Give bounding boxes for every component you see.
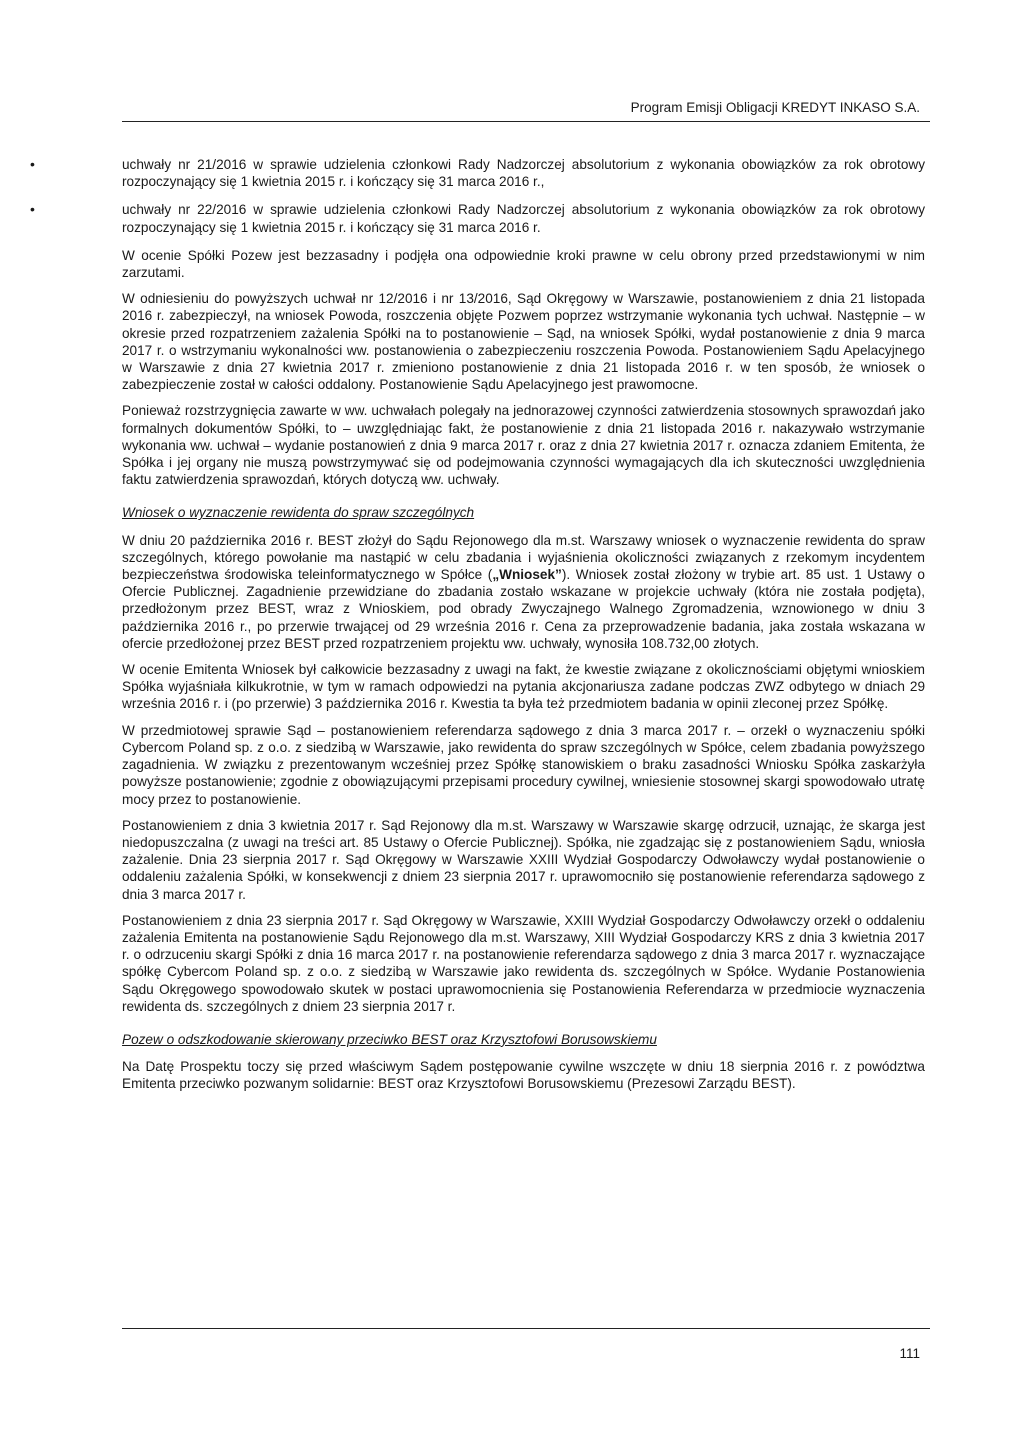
page-body (122, 156, 925, 1102)
paragraph: W ocenie Spółki Pozew jest bezzasadny i podjęła ona odpowiednie kroki prawne w celu obrony przed przedstawionymi w nim zarzutami. (122, 247, 925, 281)
paragraph-text: ). Wniosek został złożony w trybie art. 85 ust. 1 Ustawy o Ofercie Publicznej. Zagadnienie przewidziane do zbadania zostało wskazane w projekcie uchwały (która nie została podjęta), przedłożonym przez BEST, wraz z Wnioskiem, pod obrady Zwyczajnego Walnego Zgromadzenia, wznowionego w dniu 3 października 2016 r., po przerwie trwającej od 29 września 2016 r. Cena za przeprowadzenie badania, jaka została wskazana w ofercie przedłożonej przez BEST przed rozpatrzeniem projektu ww. uchwały, wynosiła 108.732,00 złotych. (122, 567, 925, 651)
resolution-list (122, 156, 925, 236)
paragraph: Ponieważ rozstrzygnięcia zawarte w ww. uchwałach polegały na jednorazowej czynności zatwierdzenia stosownych sprawozdań jako formalnych dokumentów Spółki, to – uwzględniając fakt, że postanowienie z dnia 21 listopada 2016 r. nakazywało wstrzymanie wykonania ww. uchwał – wydanie postanowień z dnia 9 marca 2017 r. oraz z dnia 27 kwietnia 2017 r. oznacza zdaniem Emitenta, że Spółka i jej organy nie muszą powstrzymywać się od podejmowania czynności wymagających dla ich skuteczności uwzględnienia faktu zatwierdzenia sprawozdań, których dotyczą ww. uchwały. (122, 403, 925, 488)
paragraph: Na Datę Prospektu toczy się przed właściwym Sądem postępowanie cywilne wszczęte w dniu 18 sierpnia 2016 r. z powództwa Emitenta przeciwko pozwanym solidarnie: BEST oraz Krzysztofowi Borusowskiemu (Prezesowi Zarządu BEST). (122, 1059, 925, 1092)
defined-term: „Wniosek” (492, 567, 562, 583)
list-item: • uchwały nr 21/2016 w sprawie udzielenia członkowi Rady Nadzorczej absolutorium z wykonania obowiązków za rok obrotowy rozpoczynający się 1 kwietnia 2015 r. i kończący się 31 marca 2016 r., (122, 156, 925, 190)
paragraph: W ocenie Emitenta Wniosek był całkowicie bezzasadny z uwagi na fakt, że kwestie związane z okolicznościami objętymi wnioskiem Spółka wyjaśniała kilkukrotnie, w tym w ramach odpowiedzi na pytania akcjonariusza zadane podczas ZWZ odbytego w dniach 29 września 2016 r. i (po przerwie) 3 października 2016 r. Kwestia ta była też przedmiotem badania w opinii zleconej przez Spółkę. (122, 662, 925, 712)
document-header-title: Program Emisji Obligacji KREDYT INKASO S.A. (630, 100, 920, 115)
paragraph: W przedmiotowej sprawie Sąd – postanowieniem referendarza sądowego z dnia 3 marca 2017 r. – orzekł o wyznaczeniu spółki Cybercom Poland sp. z o.o. z siedzibą w Warszawie, jako rewidenta do spraw szczególnych w Spółce, celem zbadania powyższego zagadnienia. W związku z prezentowanym wcześniej przez Spółkę stanowiskiem o braku zasadności Wniosku Spółka zaskarżyła powyższe postanowienie; zgodnie z obowiązującymi przepisami procedury cywilnej, wniesienie stosownej skargi spowodowało utratę mocy przez to postanowienie. (122, 722, 925, 807)
paragraph: Postanowieniem z dnia 23 sierpnia 2017 r. Sąd Okręgowy w Warszawie, XXIII Wydział Gospodarczy Odwoławczy orzekł o oddaleniu zażalenia Emitenta na postanowienie Sądu Rejonowego dla m.st. Warszawy, XIII Wydział Gospodarczy KRS z dnia 3 kwietnia 2017 r. o odrzuceniu skargi Spółki z dnia 16 marca 2017 r. na postanowienie referendarza sądowego z dnia 3 marca 2017 r. wyznaczające spółkę Cybercom Poland sp. z o.o. z siedzibą w Warszawie jako rewidenta ds. szczególnych w Spółce. Wydanie Postanowienia Sądu Okręgowego spowodowało skutek w postaci uprawomocnienia się Postanowienia Referendarza w przedmiocie wyznaczenia rewidenta ds. szczególnych z dniem 23 sierpnia 2017 r. (122, 912, 925, 1014)
footer-divider (122, 1328, 930, 1329)
page-number: 111 (899, 1346, 920, 1361)
header-divider (122, 121, 930, 122)
paragraph: Postanowieniem z dnia 3 kwietnia 2017 r. Sąd Rejonowy dla m.st. Warszawy w Warszawie skargę odrzucił, uznając, że skarga jest niedopuszczalna (z uwagi na treści art. 85 Ustawy o Ofercie Publicznej). Spółka, nie zgadzając się z postanowieniem Sądu, wniosła zażalenie. Dnia 23 sierpnia 2017 r. Sąd Okręgowy w Warszawie XXIII Wydział Gospodarczy Odwoławczy wydał postanowienie o oddaleniu zażalenia Spółki, w konsekwencji z dniem 23 sierpnia 2017 r. uprawomocniło się postanowienie referendarza sądowego z dnia 3 marca 2017 r. (122, 817, 925, 902)
section-heading: Pozew o odszkodowanie skierowany przeciwko BEST oraz Krzysztofowi Borusowskiemu (122, 1031, 657, 1047)
list-item: • uchwały nr 22/2016 w sprawie udzielenia członkowi Rady Nadzorczej absolutorium z wykonania obowiązków za rok obrotowy rozpoczynający się 1 kwietnia 2015 r. i kończący się 31 marca 2016 r. (122, 201, 925, 235)
paragraph: W odniesieniu do powyższych uchwał nr 12/2016 i nr 13/2016, Sąd Okręgowy w Warszawie, postanowieniem z dnia 21 listopada 2016 r. zabezpieczył, na wniosek Powoda, roszczenia objęte Pozwem poprzez wstrzymanie wykonania tych uchwał. Następnie – w okresie przed rozpatrzeniem zażalenia Spółki na to postanowienie – Sąd, na wniosek Spółki, wydał postanowienie z dnia 9 marca 2017 r. o wstrzymaniu wykonalności ww. postanowienia o zabezpieczeniu roszczenia Powoda. Postanowieniem Sądu Apelacyjnego w Warszawie z dnia 27 kwietnia 2017 r. zmieniono postanowienie z dnia 21 listopada 2016 r. w ten sposób, że wniosek o zabezpieczenie został w całości oddalony. Postanowienie Sądu Apelacyjnego jest prawomocne. (122, 291, 925, 393)
paragraph (122, 532, 925, 652)
section-heading: Wniosek o wyznaczenie rewidenta do spraw szczególnych (122, 505, 475, 521)
paragraph-text: W dniu 20 października 2016 r. BEST złożył do Sądu Rejonowego dla m.st. Warszawy wniosek o wyznaczenie rewidenta do spraw szczególnych, którego powołanie ma nastąpić w celu zbadania i wyjaśnienia okoliczności związanych z rzekomym incydentem bezpieczeństwa środowiska teleinformatycznego w Spółce ( (122, 532, 925, 583)
